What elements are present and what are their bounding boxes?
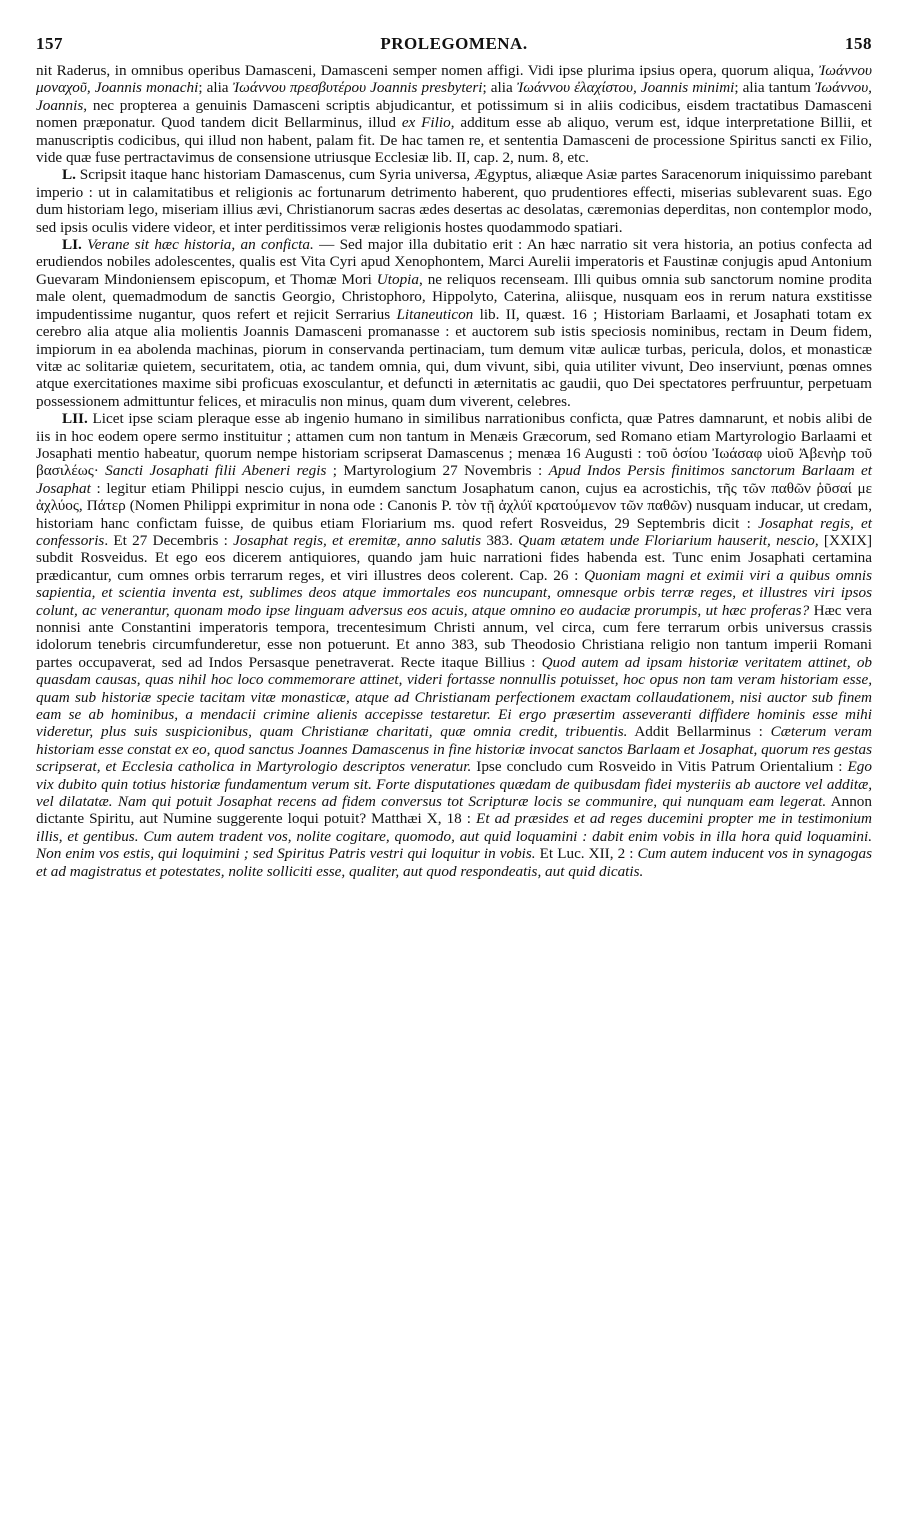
paragraph-lii <box>36 410 872 880</box>
text-run: , nec propterea a genuinis Damasceni scriptis abjudicantur, et potissimum si in aliis codicibus, eisdem tractatibus Damasceni nomen præponatur. Quod tandem dicit Bellarminus, illud <box>36 96 872 132</box>
paragraph-li <box>36 236 872 410</box>
italic-text: Quod autem ad ipsam historiæ veritatem attinet, ob quasdam causas, quas nihil hoc loco commemorare attinet, videri fortasse nonnullis potuisset, hoc opus non tam veram historiam esse, quam sub historiæ specie tacitam vitæ monasticæ, atque ad Christianam perfectionem exactam collaudationem, nisi auctor sub finem eam se ab hominibus, a mendacii crimine alienis accepisse testaretur. Ei ergo præsertim asseveranti diffidere hominis esse mihi videretur, plus suis suspicionibus, quam Christianæ charitati, quæ omnia credit, tribuentis. <box>36 653 873 741</box>
italic-text: Verane sit hæc historia, an conficta. <box>87 236 314 254</box>
italic-text: Litaneuticon <box>396 305 474 323</box>
body-text <box>36 62 872 880</box>
italic-text: Ἰωάννου μοναχοῦ, Joannis monachi <box>36 62 872 97</box>
page-number-right: 158 <box>845 34 872 53</box>
text-run: : legitur etiam Philippi nescio cujus, in eumdem sanctum Josaphatum canon, cujus ea acrostichis, τῆς τῶν παθῶν ῥῦσαί με ἀχλύος, Πάτερ (Nomen Philippi exprimitur in nona ode : Canonis P. τὸν τῇ ἀχλύϊ κρατούμενον τῶν παθῶν) nusquam inducar, ut credam, historiam hanc confictam fuisse, de quibus etiam Floriarium ms. quod refert Rosveidus, 29 Septembris dicit : <box>36 479 872 532</box>
section-number: L. <box>62 166 76 184</box>
italic-text: Et ad præsides et ad reges ducemini propter me in testimonium illis, et gentibus. Cum autem tradent vos, nolite cogitare, quomodo, aut quid loquamini : dabit enim vobis in illa hora quid loquamini. Non enim vos estis, qui loquimini ; sed Spiritus Patris vestri qui loquitur in vobis. <box>36 810 872 863</box>
text-run: nit Raderus, in omnibus operibus Damasceni, Damasceni semper nomen affigi. Vidi ipse plurima ipsius opera, quorum aliqua, <box>36 62 819 79</box>
text-run: Hæc vera nonnisi ante Constantini imperatoris tempora, trecentesimum Christi annum, vel circa, cum fere terrarum orbis universus crassis idolorum tenebris circumfunderetur, esse non potuerunt. Et anno 383, sub Theodosio Christiana religio non tantum imperii Romani partes occupaverat, sed ad Indos Persasque penetraverat. Recte itaque Billius : <box>36 601 872 671</box>
italic-text: Cum autem inducent vos in synagogas et ad magistratus et potestates, nolite solliciti esse, qualiter, aut quod respondeatis, aut quid dicatis. <box>36 845 872 880</box>
italic-text: Quam ætatem unde Floriarium hauserit, nescio <box>518 531 815 549</box>
italic-text: Ἰωάννου ἐλαχίστου, Joannis minimi <box>516 79 735 97</box>
text-run: ; alia <box>198 79 233 97</box>
italic-text: Utopia <box>376 270 419 288</box>
paragraph-l <box>36 166 872 236</box>
text-run: Licet ipse sciam pleraque esse ab ingenio humano in similibus narrationibus conficta, quæ Patres damnarunt, et nobis alibi de iis in hoc eodem opere sermo instituitur ; attamen cum non tantum in Menæis Græcorum, sed Romano etiam Martyrologio Barlaami et Josaphati mentio habeatur, quorum nempe historiam scripserat Damascenus ; menæa 16 Augusti : τοῦ ὁσίου Ἰωάσαφ υἱοῦ Ἀβενὴρ τοῦ βασιλέως· <box>36 410 872 480</box>
italic-text: ex Filio <box>401 114 451 132</box>
text-run: Scripsit itaque hanc historiam Damascenus, cum Syria universa, Ægyptus, aliæque Asiæ partes Saracenorum iniquissimo parebant imperio : ut in calamitatibus et religionis ac fortunarum detrimento haberent, quo prudentiores effecti, miserias sublevarent suas. Ego dum historiam lego, miseriam illius ævi, Christianorum sacras ædes desertas ac desolatas, cæremonias deperditas, non contemplor modo, sed ipsis oculis videre videor, et inter perditissimos veræ religionis hostes quodammodo spatiari. <box>36 166 872 236</box>
paragraph-continuation <box>36 62 872 166</box>
italic-text: Josaphat regis, et confessoris <box>36 514 872 549</box>
italic-text: Apud Indos Persis finitimos sanctorum Barlaam et Josaphat <box>36 462 872 497</box>
italic-text: Sancti Josaphati filii Abeneri regis <box>105 462 327 480</box>
running-head <box>36 34 872 62</box>
italic-text: Ἰωάννου, Joannis <box>36 79 872 114</box>
section-number: LII. <box>62 410 88 428</box>
section-number: LI. <box>62 236 82 254</box>
text-run: ; alia tantum <box>734 79 815 97</box>
text-run: Addit Bellarminus : <box>627 723 771 741</box>
text-run: , ne reliquos recenseam. Illi quibus omnia sub sanctorum nomine prodita male olent, quemadmodum de sanctis Georgio, Christophoro, Hippolyto, Caterina, aliisque, nusquam eos in rerum natura exstitisse impudentissime nugantur, quos refert et rejicit Serrarius <box>36 270 872 323</box>
text-run: ; alia <box>482 79 517 97</box>
text-run: ; Martyrologium 27 Novembris : <box>326 462 549 480</box>
text-run: — Sed major illa dubitatio erit : An hæc narratio sit vera historia, an potius confecta ad erudiendos nobiles adolescentes, qualis est Vita Cyri apud Xenophontem, Marci Aurelii imperatoris et Faustinæ conjugis apud Antonium Guevaram Mindoniensem episcopum, et Thomæ Mori <box>36 236 872 288</box>
italic-text: Ἰωάννου πρεσβυτέρου Joannis presbyteri <box>232 79 483 97</box>
text-run: Et Luc. XII, 2 : <box>535 845 638 863</box>
page <box>36 34 872 880</box>
text-run: . Et 27 Decembris : <box>104 531 234 549</box>
italic-text: Quoniam magni et eximii viri a quibus omnis sapientia, et scientia inventa est, sublimes deos atque immortales eos nuncupant, omnesque orbis terræ reges, et illustres viri ipsos colunt, ac venerantur, quonam modo ipse linguam adversus eos acuis, atque omnino eo audaciæ prorumpis, ut hæc proferas? <box>36 566 872 619</box>
italic-text: Ego vix dubito quin totius historiæ fundamentum verum sit. Forte disputationes quædam de quibusdam fidei mysteriis ab auctore vel additæ, vel dilatatæ. Nam qui potuit Josaphat recens ad fidem conversus tot Scripturæ locis se communire, qui nunquam eam legerat. <box>36 758 872 811</box>
italic-text: Cæterum veram historiam esse constat ex eo, quod sanctus Joannes Damascenus in fine historiæ invocat sanctos Barlaam et Josaphat, quorum res gestas scripserat, et Ecclesia catholica in Martyrologio descriptos veneratur. <box>36 723 872 776</box>
running-title: PROLEGOMENA. <box>380 34 528 53</box>
text-run: Ipse concludo cum Rosveido in Vitis Patrum Orientalium : <box>471 758 848 776</box>
text-run: 383. <box>481 531 519 549</box>
text-run: , additum esse ab aliquo, verum est, idque interpretatione Billii, et manuscriptis codicibus, qui illud non habent, palam fit. De hac tamen re, et sententia Damasceni de processione Spiritus sancti ex Filio, vide quæ fuse pertractavimus de consensione utriusque Ecclesiæ lib. II, cap. 2, num. 8, etc. <box>36 114 872 167</box>
text-run: Annon dictante Spiritu, aut Numine suggerente loqui potuit? Matthæi X, 18 : <box>36 793 872 828</box>
text-run: , [XXIX] subdit Rosveidus. Et ego eos dicerem antiquiores, quando jam huic narrationi fides habenda est. Tunc enim Josaphati certamina prædicantur, cum omnes orbis terrarum reges, et viri illustres deos colerent. Cap. 26 : <box>36 531 873 584</box>
italic-text: Josaphat regis, et eremitæ, anno salutis <box>233 531 482 549</box>
text-run: lib. II, quæst. 16 ; Historiam Barlaami, et Josaphati totam ex cerebro alia atque alia molientis Joannis Damasceni promanasse : et auctorem sub istis speciosis nominibus, rectam in Deum fidem, impiorum in ea abolenda machinas, piorum in conservanda pertinaciam, tum demum vitæ aulicæ turbas, pericula, dolos, et monasticæ vitæ ac solitariæ quietem, securitatem, otia, ac tandem omnia, qui, dum vivunt, sibi, quia utiliter vivunt, Deo inserviunt, pœnas omnes atque exercitationes maxime sibi proficuas exosculantur, et defuncti in æternitatis ac gaudii, quo Dei spectatores perfruuntur, perpetuam possessionem admittuntur felices, et miraculis non minus, quam dum viverent, celebres. <box>36 305 872 410</box>
page-number-left: 157 <box>36 34 63 53</box>
